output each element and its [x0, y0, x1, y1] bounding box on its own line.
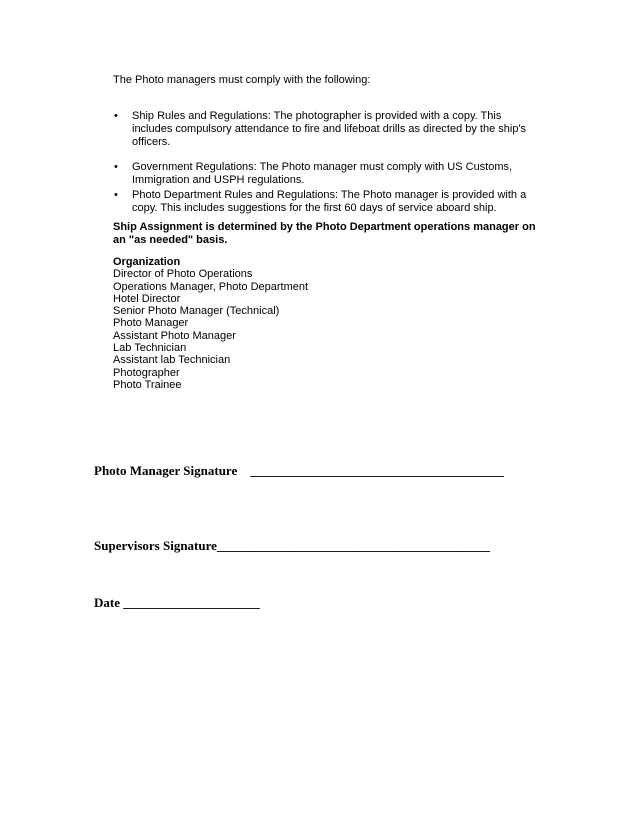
organization-item: Senior Photo Manager (Technical) — [113, 305, 280, 318]
bullet-icon: • — [114, 161, 118, 173]
list-item — [113, 189, 533, 215]
photo-manager-signature-line: Photo Manager Signature _______________________________________ — [94, 463, 504, 478]
list-item-text: Photo Department Rules and Regulations: The Photo manager is provided with a copy. This includes suggestions for the first 60 days of service aboard ship. — [132, 189, 527, 214]
organization-item: Photo Manager — [113, 317, 189, 330]
ship-assignment-note: Ship Assignment is determined by the Photo Department operations manager on an "as needed" basis. — [113, 221, 536, 246]
organization-item: Photographer — [113, 366, 180, 379]
organization-item: Photo Trainee — [113, 378, 182, 391]
organization-section — [113, 256, 308, 391]
date-line: Date _____________________ — [94, 595, 260, 610]
organization-item: Hotel Director — [113, 292, 181, 305]
list-item-text: Ship Rules and Regulations: The photographer is provided with a copy. This includes compulsory attendance to fire and lifeboat drills as directed by the ship's officers. — [132, 110, 527, 148]
bullet-icon: • — [114, 189, 118, 201]
intro-text: The Photo managers must comply with the following: — [113, 74, 371, 86]
list-item-text: Government Regulations: The Photo manager must comply with US Customs, Immigration and USPH regulations. — [132, 161, 513, 186]
supervisor-signature-line: Supervisors Signature__________________________________________ — [94, 538, 490, 553]
list-item — [113, 161, 533, 187]
bullet-icon: • — [114, 110, 118, 122]
organization-item: Director of Photo Operations — [113, 268, 253, 281]
organization-item: Assistant Photo Manager — [113, 329, 236, 342]
organization-item: Assistant lab Technician — [113, 354, 231, 367]
organization-item: Operations Manager, Photo Department — [113, 280, 309, 293]
organization-heading: Organization — [113, 256, 181, 268]
list-item — [113, 110, 533, 149]
organization-item: Lab Technician — [113, 342, 187, 355]
regulations-list — [113, 110, 533, 215]
